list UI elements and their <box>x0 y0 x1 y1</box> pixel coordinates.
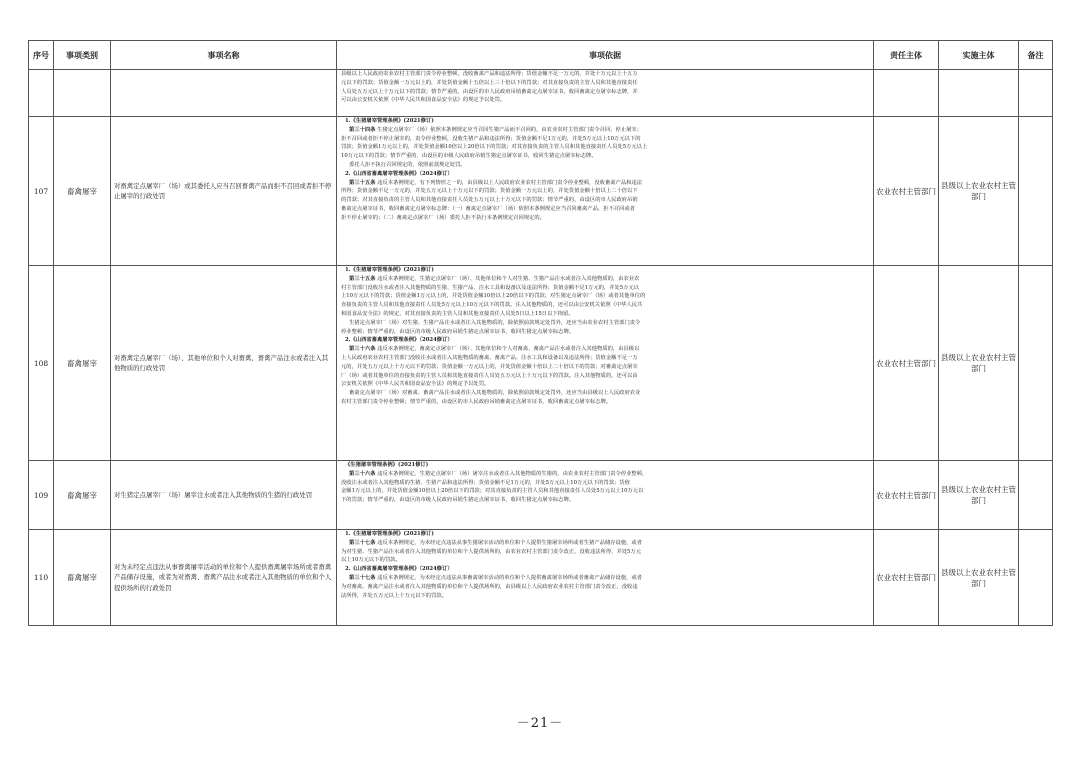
col-header-note: 备注 <box>1019 41 1053 70</box>
row-category: 畜禽屠宰 <box>54 461 111 530</box>
article-number: 第三十四条 <box>349 126 376 133</box>
row-basis <box>337 530 874 626</box>
table-header-row <box>29 41 1053 70</box>
basis-law-title: 《生猪屠宰管理条例》(2021修订) <box>345 462 429 468</box>
table-row-109 <box>29 461 1053 530</box>
row-note <box>1019 117 1053 266</box>
basis-line: 拒不召回或者拒不停止屠宰的，责令停业整顿，没收生猪产品和违法所得；货值金额不足1万元的，并处5万元以上10万元以下的 <box>341 135 641 142</box>
row-category: 畜禽屠宰 <box>54 266 111 461</box>
row-number: 109 <box>29 461 54 530</box>
basis-line: 上10万元以下的罚款；货值金额1万元以上的，并处货值金额10倍以上20倍以下的罚款；对生猪定点屠宰厂（场）或者其他单位的 <box>341 293 646 300</box>
row-item-name: 对畜禽定点屠宰厂（场）、其他单位和个人对畜禽、畜禽产品注水或者注入其他物质的行政处罚 <box>111 266 337 461</box>
basis-line: 上人民政府农业农村主管部门没收注水或者注入其他物质的畜禽、畜禽产品、注水工具和设备以及违法所得；货值金额不足一万 <box>341 354 638 361</box>
article-number: 第三十五条 <box>349 179 376 186</box>
basis-article: 第三十六条 违反本条例规定，生猪定点屠宰厂（场）屠宰注水或者注入其他物质的生猪的，由农业农村主管部门责令停业整顿， <box>349 470 648 477</box>
basis-line: 的罚款；对其直接负责的主管人员和其他直接责任人员处五万元以上十万元以下的罚款；情节严重的，由设区的市人民政府吊销 <box>341 197 638 204</box>
basis-line: 停业整顿；情节严重的，由设区的市级人民政府吊销生猪定点屠宰证书，收回生猪定点屠宰标志牌。 <box>341 328 575 335</box>
basis-line: 法所得，并处五万元以上十万元以下的罚款。 <box>341 592 447 599</box>
row-category: 畜禽屠宰 <box>54 530 111 626</box>
basis-line: 直接负责的主管人员和其他直接责任人员处5万元以上10万元以下的罚款。注入其他物质的，还可以由公安机关依照《中华人民共 <box>341 302 643 309</box>
row-responsible: 农业农村主管部门 <box>874 266 939 461</box>
basis-line: 拒不停止屠宰的；（二）畜禽定点屠宰厂（场）委托人拒不执行本条例规定召回规定的。 <box>341 214 545 221</box>
col-header-responsible: 责任主体 <box>874 41 939 70</box>
row-item-name: 对为未经定点违法从事畜禽屠宰活动的单位和个人提供畜禽屠宰场所或者畜禽产品储存设施，或者为对畜禽、畜禽产品注水或者注入其他物质的单位和个人提供场所的行政处罚 <box>111 530 337 626</box>
col-header-no: 序号 <box>29 41 54 70</box>
row-implementer: 县级以上农业农村主管部门 <box>939 117 1019 266</box>
row-number: 108 <box>29 266 54 461</box>
enforcement-table <box>28 40 1053 626</box>
basis-law-title: 2.《山西省畜禽屠宰管理条例》（2024修订） <box>345 566 453 573</box>
article-number: 第三十七条 <box>349 574 376 581</box>
table-row-108 <box>29 266 1053 461</box>
basis-line: 公安机关依照《中华人民共和国食品安全法》的规定予以处罚。 <box>341 381 490 388</box>
basis-line: 下的罚款；情节严重的，由设区的市级人民政府吊销生猪定点屠宰证书，收回生猪定点屠宰标志牌。 <box>341 497 575 504</box>
basis-line: 以上10万元以下的罚款。 <box>341 557 401 564</box>
row-responsible: 农业农村主管部门 <box>874 530 939 626</box>
basis-line: 元的，并处五万元以上十万元以下的罚款；货值金额一万元以上的，并处货值金额十倍以上二十倍以下的罚款；对畜禽定点屠宰 <box>341 363 638 370</box>
basis-article: 第三十五条 违反本条例规定，有下列情形之一的，由县级以上人民政府农业农村主管部门责令停业整顿，没收畜禽产品和违法 <box>349 179 643 186</box>
basis-line: 所得；货值金额不足一万元的，并处五万元以上十万元以下的罚款；货值金额一万元以上的，并处货值金额十倍以上二十倍以下 <box>341 188 638 195</box>
basis-line: 村主管部门没收注水或者注入其他物质的生猪、生猪产品、注水工具和设备以及违法所得；货值金额不足1万元的，并处5万元以 <box>341 284 640 291</box>
row-note <box>1019 266 1053 461</box>
basis-line: 为对生猪、生猪产品注水或者注入其他物质的单位和个人提供场所的，由农业农村主管部门责令改正，没收违法所得，并处5万元 <box>341 548 641 555</box>
basis-continued: 县级以上人民政府农业农村主管部门责令停业整顿，没收畜禽产品和违法所得；货值金额不足一万元的，并处十万元以上十五万 元以下的罚款；货值金额一万元以上的，并处货值金额十五倍以上三十倍以下的罚款；对其直接负责的主管人员和其他直接责任 人员处五万元以上十万元以下的罚款；情节严重的，由设区的市人民政府吊销畜禽定点屠宰证书，收回畜禽定点屠宰标志牌，并 可以由公安机关依照《中华人民共和国食品安全法》的规定予以处罚。 <box>337 70 874 117</box>
col-header-category: 事项类别 <box>54 41 111 70</box>
basis-line: 厂（场）或者其他单位的直接负责的主管人员和其他直接责任人员处五万元以上十万元以下的罚款。注入其他物质的，还可以由 <box>341 372 638 379</box>
basis-article: 第三十五条 违反本条例规定，生猪定点屠宰厂（场）、其他单位和个人对生猪、生猪产品注水或者注入其他物质的，由农业农 <box>349 275 640 282</box>
basis-line: 和国食品安全法》的规定，对其直接负责的主管人员和其他直接责任人员处5日以上15日以下拘留。 <box>341 310 574 317</box>
row-implementer: 县级以上农业农村主管部门 <box>939 461 1019 530</box>
article-number: 第三十六条 <box>349 346 376 353</box>
article-number: 第三十六条 <box>349 470 376 477</box>
col-header-implementer: 实施主体 <box>939 41 1019 70</box>
row-note <box>1019 461 1053 530</box>
row-item-name: 对生猪定点屠宰厂（场）屠宰注水或者注入其他物质的生猪的行政处罚 <box>111 461 337 530</box>
col-header-name: 事项名称 <box>111 41 337 70</box>
row-responsible: 农业农村主管部门 <box>874 117 939 266</box>
row-number: 107 <box>29 117 54 266</box>
basis-law-title: 2.《山西省畜禽屠宰管理条例》（2024修订） <box>345 337 453 344</box>
row-responsible: 农业农村主管部门 <box>874 461 939 530</box>
basis-article: 第三十七条 违反本条例规定，为未经定点违法从事畜禽屠宰活动的单位和个人提供畜禽屠宰场所或者畜禽产品储存设施，或者 <box>349 574 643 581</box>
basis-line: 农村主管部门责令停业整顿；情节严重的，由设区的市人民政府吊销畜禽定点屠宰证书，收回畜禽定点屠宰标志牌。 <box>341 398 612 405</box>
col-header-basis: 事项依据 <box>337 41 874 70</box>
basis-line: 没收注水或者注入其他物质的生猪、生猪产品和违法所得；货值金额不足1万元的，并处5万元以上10万元以下的罚款；货值 <box>341 479 630 486</box>
basis-law-title: 2.《山西省畜禽屠宰管理条例》（2024修订） <box>345 170 453 177</box>
basis-line: 金额1万元以上的，并处货值金额10倍以上20倍以下的罚款；对其直接负责的主管人员和其他直接责任人员处5万元以上10万元以 <box>341 488 644 495</box>
basis-line: 为对畜禽、畜禽产品注水或者注入其他物质的单位和个人提供场所的，由县级以上人民政府农业农村主管部门责令改正，没收违 <box>341 583 638 590</box>
basis-article: 第三十六条 违反本条例规定，畜禽定点屠宰厂（场）、其他单位和个人对畜禽、畜禽产品注水或者注入其他物质的，由县级以 <box>349 346 640 353</box>
row-category: 畜禽屠宰 <box>54 117 111 266</box>
basis-line: 10万元以下的罚款；情节严重的，由设区的市级人民政府吊销生猪定点屠宰证书，收回生猪定点屠宰标志牌。 <box>341 153 597 160</box>
row-note <box>1019 530 1053 626</box>
basis-line: 委托人拒不执行召回规定的，依照前款规定处罚。 <box>349 161 466 168</box>
table-row-107 <box>29 117 1053 266</box>
table-row-110 <box>29 530 1053 626</box>
basis-line: 畜禽定点屠宰厂（场）对畜禽、畜禽产品注水或者注入其他物质的，除依照前款规定处罚外，还应当由县级以上人民政府农业 <box>349 390 641 397</box>
row-implementer: 县级以上农业农村主管部门 <box>939 530 1019 626</box>
basis-law-title: 1.《生猪屠宰管理条例》(2021修订) <box>345 118 434 124</box>
basis-law-title: 1.《生猪屠宰管理条例》(2021修订) <box>345 531 434 537</box>
row-implementer: 县级以上农业农村主管部门 <box>939 266 1019 461</box>
row-basis <box>337 266 874 461</box>
table-row-continued <box>29 70 1053 117</box>
row-item-name: 对畜禽定点屠宰厂（场）或其委托人应当召回畜禽产品而拒不召回或者拒不停止屠宰的行政处罚 <box>111 117 337 266</box>
row-basis <box>337 117 874 266</box>
article-number: 第三十七条 <box>349 539 376 546</box>
basis-line: 畜禽定点屠宰证书，收回畜禽定点屠宰标志牌：（一）畜禽定点屠宰厂（场）依照本条例规定应当召回畜禽产品，拒不召回或者 <box>341 205 635 212</box>
row-basis <box>337 461 874 530</box>
basis-line: 罚款；货值金额1万元以上的，并处货值金额10倍以上20倍以下的罚款；对其直接负责的主管人员和其他直接责任人员处5万元以上 <box>341 144 648 151</box>
row-number: 110 <box>29 530 54 626</box>
basis-article: 第三十四条 生猪定点屠宰厂（场）依照本条例规定应当召回生猪产品而不召回的，由农业农村主管部门责令召回，停止屠宰； <box>349 126 643 133</box>
basis-line: 生猪定点屠宰厂（场）对生猪、生猪产品注水或者注入其他物质的，除依照前款规定处罚外，还应当由农业农村主管部门责令 <box>349 319 641 326</box>
basis-article: 第三十七条 违反本条例规定，为未经定点违法从事生猪屠宰活动的单位和个人提供生猪屠宰场所或者生猪产品储存设施，或者 <box>349 539 643 546</box>
article-number: 第三十五条 <box>349 275 376 282</box>
basis-law-title: 1.《生猪屠宰管理条例》(2021修订) <box>345 267 434 273</box>
page-number: －21－ <box>516 716 564 731</box>
